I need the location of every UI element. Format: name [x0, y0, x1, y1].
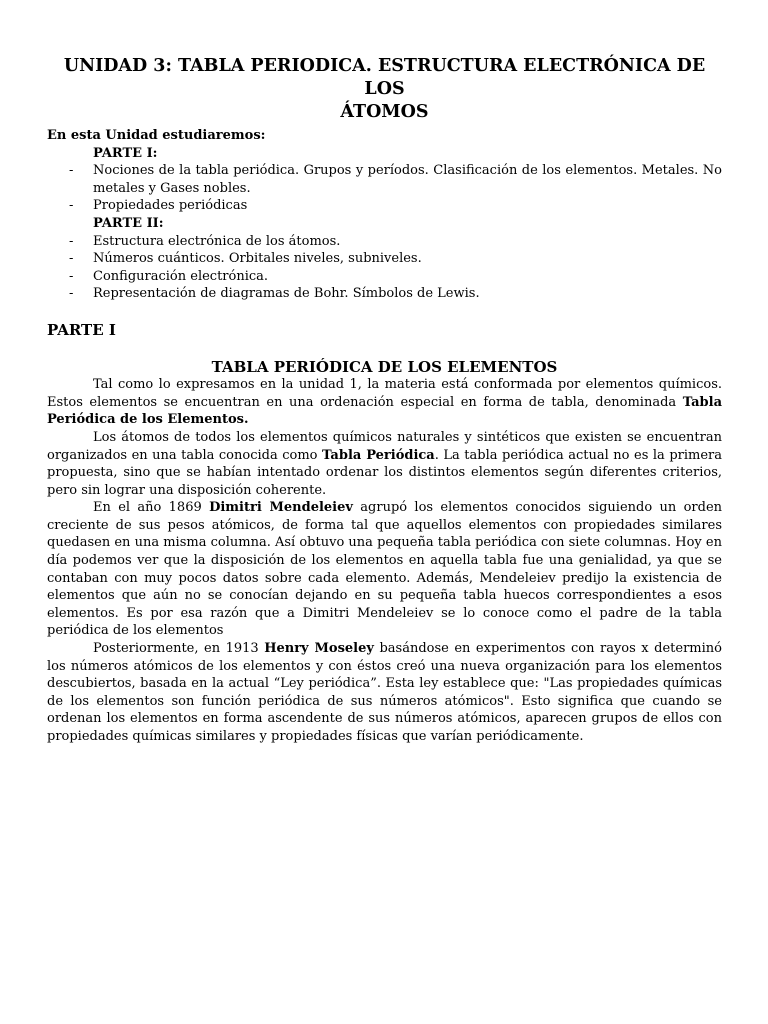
list-item-text: Nociones de la tabla periódica. Grupos y períodos. Clasificación de los elementos. Metales. No metales y Gases nobles.: [93, 163, 722, 196]
document-title: [47, 55, 722, 124]
paragraph-4: [47, 640, 722, 746]
dash-marker: -: [69, 198, 74, 214]
parte-heading: PARTE I: [47, 320, 116, 339]
dash-marker: -: [69, 268, 74, 284]
list-item-text: Propiedades periódicas: [93, 198, 248, 214]
list-item-text: Representación de diagramas de Bohr. Símbolos de Lewis.: [93, 286, 480, 302]
paragraph-3: [47, 499, 722, 640]
part2-list: [47, 233, 722, 303]
dash-marker: -: [69, 163, 74, 179]
part1-label: PARTE I:: [93, 145, 158, 161]
bold-term: Tabla Periódica: [322, 447, 435, 463]
title-line-2: ÁTOMOS: [340, 102, 429, 122]
dash-marker: -: [69, 251, 74, 267]
paragraph-text: Tal como lo expresamos en la unidad 1, la materia está conformada por elementos químicos. Estos elementos se encuentran en una ordenación especial en forma de tabla, denominada: [47, 377, 722, 410]
section-title: TABLA PERIÓDICA DE LOS ELEMENTOS: [211, 357, 558, 376]
list-item: [47, 197, 722, 215]
list-item: [47, 162, 722, 197]
bold-term: Henry Moseley: [264, 641, 374, 657]
intro-text: En esta Unidad estudiaremos:: [47, 128, 266, 143]
bold-term: Dimitri Mendeleiev: [209, 500, 353, 516]
paragraph-text: En el año 1869: [93, 500, 210, 516]
list-item: [47, 268, 722, 286]
part1-list: [47, 162, 722, 215]
paragraph-text: agrupó los elementos conocidos siguiendo un orden creciente de sus pesos atómicos, de forma tal que aquellos elementos con propiedades similares quedasen en una misma columna. Así obtuvo una pequeña tabla periódica con siete columnas. Hoy en día podemos ver que la disposición de los elementos en aquella tabla fue una genialidad, ya que se contaban con muy pocos datos sobre cada elemento. Además, Mendeleiev predijo la existencia de elementos que aún no se conocían dejando en su pequeña tabla huecos correspondientes a esos elementos. Es por esa razón que a Dimitri Mendeleiev se lo conoce como el padre de la tabla periódica de los elementos: [47, 500, 723, 639]
document-page: [47, 55, 722, 746]
paragraph-text: basándose en experimentos con rayos x determinó los números atómicos de los elementos y con éstos creó una nueva organización para los elementos descubiertos, basada en la actual “Ley periódica”. Esta ley establece que: "Las propiedades químicas de los elementos son función periódica de sus números atómicos". Esto significa que cuando se ordenan los elementos en forma ascendente de sus números atómicos, aparecen grupos de ellos con propiedades químicas similares y propiedades físicas que varían periódicamente.: [47, 641, 722, 744]
list-item: [47, 250, 722, 268]
bold-term: Tabla Periódica de los Elementos.: [47, 394, 722, 428]
list-item-text: Estructura electrónica de los átomos.: [93, 233, 341, 249]
part2-label: PARTE II:: [93, 215, 164, 231]
dash-marker: -: [69, 286, 74, 302]
list-item-text: Números cuánticos. Orbitales niveles, subniveles.: [93, 251, 422, 267]
paragraph-2: [47, 429, 722, 499]
paragraph-text: . La tabla periódica actual no es la primera propuesta, sino que se habían intentado ordenar los distintos elementos según diferentes criterios, pero sin lograr una disposición coherente.: [47, 447, 722, 498]
list-item: [47, 233, 722, 251]
paragraph-1: [47, 376, 722, 429]
title-line-1: UNIDAD 3: TABLA PERIODICA. ESTRUCTURA ELECTRÓNICA DE LOS: [63, 56, 706, 99]
paragraph-text: Los átomos de todos los elementos químicos naturales y sintéticos que existen se encuentran organizados en una tabla conocida como: [47, 429, 722, 463]
dash-marker: -: [69, 233, 74, 249]
list-item: [47, 285, 722, 303]
list-item-text: Configuración electrónica.: [93, 268, 269, 284]
paragraph-text: Posteriormente, en 1913: [93, 641, 265, 657]
